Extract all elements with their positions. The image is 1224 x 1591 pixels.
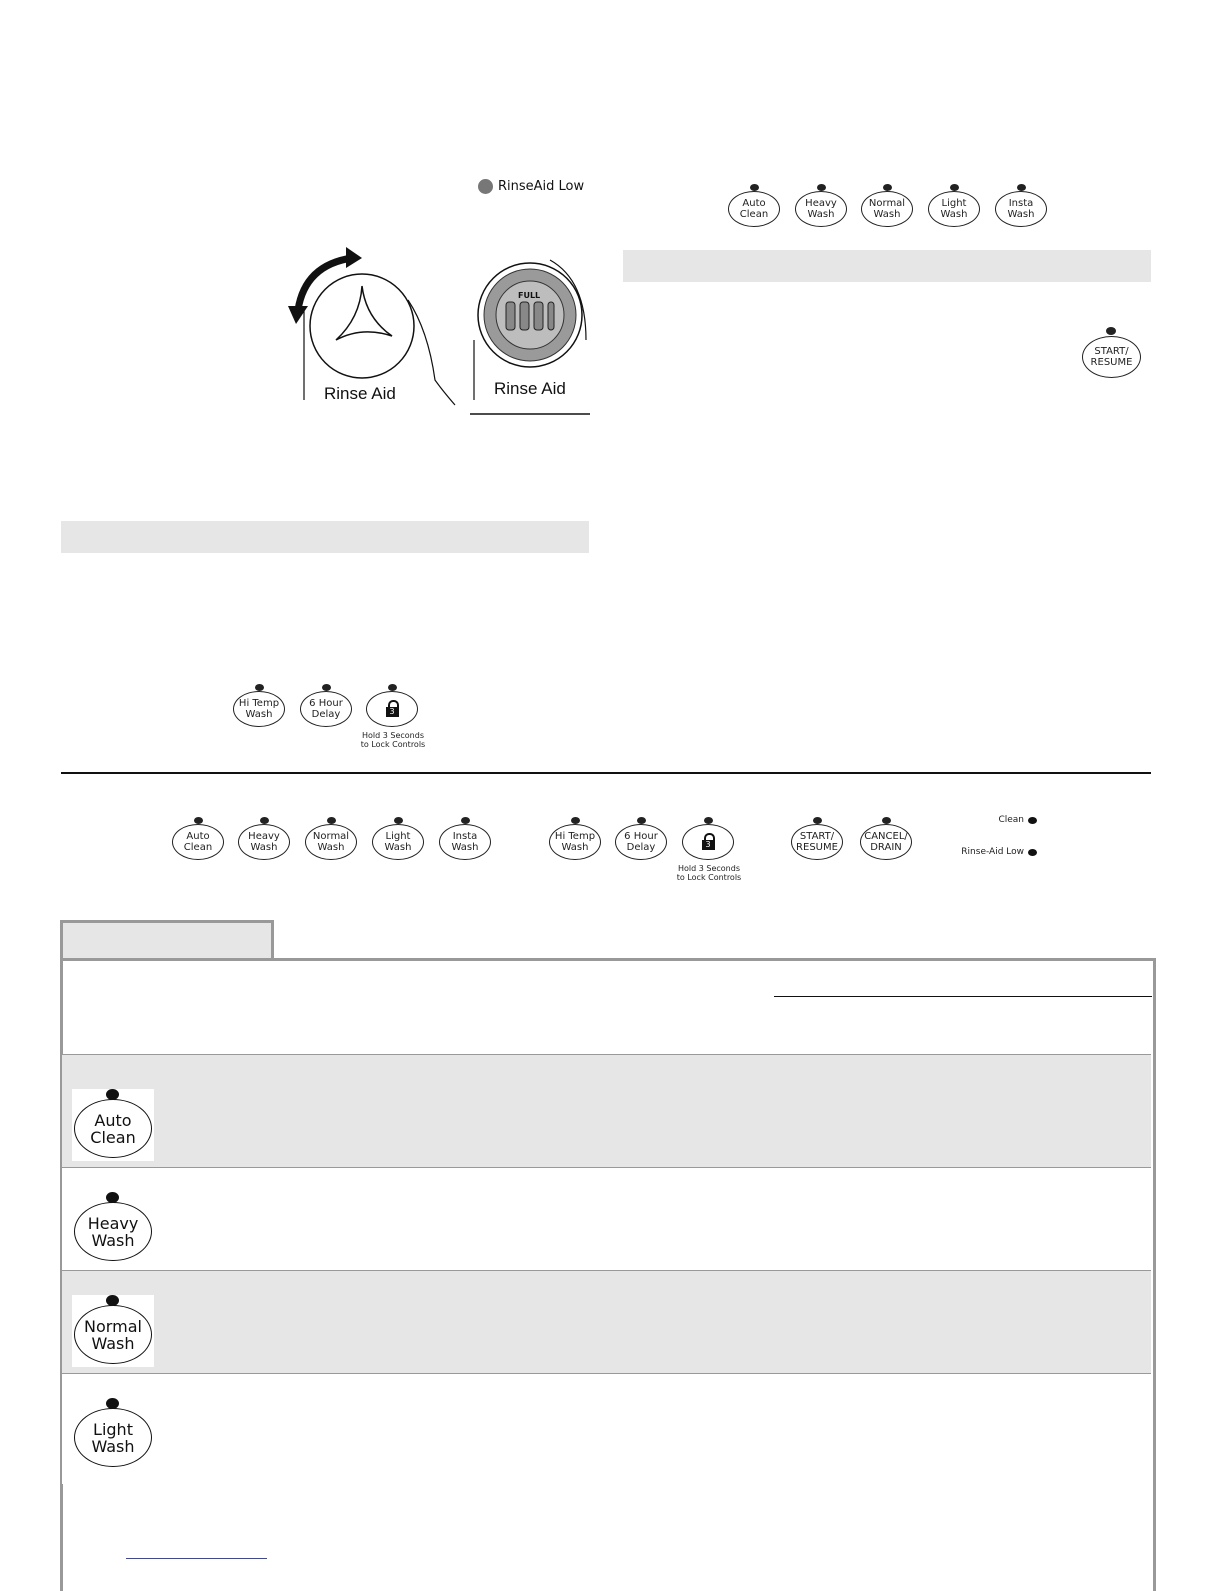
indicator-light	[571, 817, 580, 824]
panel-cycle-auto-clean[interactable]: Auto Clean	[172, 817, 224, 854]
table-row	[62, 1270, 1151, 1373]
indicator-light	[322, 684, 331, 691]
indicator-light	[260, 817, 269, 824]
table-icon-auto-clean: Auto Clean	[72, 1089, 154, 1161]
panel-cancel-drain-button[interactable]: CANCEL/ DRAIN	[860, 817, 912, 854]
table-row	[62, 1167, 1151, 1270]
indicator-light	[882, 817, 891, 824]
table-icon-normal-wash: Normal Wash	[72, 1295, 154, 1367]
cycle-button-normal-wash[interactable]: Normal Wash	[861, 184, 913, 221]
start-resume-button[interactable]: START/ RESUME	[1082, 327, 1142, 379]
indicator-light	[394, 817, 403, 824]
cycle-button-insta-wash[interactable]: Insta Wash	[995, 184, 1047, 221]
indicator-light	[883, 184, 892, 191]
rinse-aid-low-indicator-light	[1028, 849, 1037, 856]
indicator-light	[461, 817, 470, 824]
panel-start-resume-button[interactable]: START/ RESUME	[791, 817, 843, 854]
footer-link-underline[interactable]	[126, 1558, 267, 1559]
rinse-aid-low-indicator	[478, 178, 588, 196]
indicator-light	[817, 184, 826, 191]
rinse-aid-low-dot	[478, 179, 493, 194]
indicator-light	[194, 817, 203, 824]
lock-icon: 3	[386, 707, 399, 717]
indicator-light	[327, 817, 336, 824]
indicator-light	[1017, 184, 1026, 191]
clean-indicator-label: Clean	[998, 815, 1024, 825]
section-header-bar-right	[623, 250, 1151, 282]
section-divider	[61, 772, 1151, 774]
option-button-hi-temp-wash[interactable]: Hi Temp Wash	[233, 684, 285, 721]
indicator-light	[704, 817, 713, 824]
gauge-full-label: FULL	[518, 291, 541, 300]
table-row	[62, 1373, 1151, 1484]
lock-hold-caption: Hold 3 Seconds to Lock Controls	[360, 731, 426, 749]
cycle-button-auto-clean[interactable]: Auto Clean	[728, 184, 780, 221]
rinse-aid-label-left: Rinse Aid	[324, 384, 396, 403]
panel-option-hi-temp-wash[interactable]: Hi Temp Wash	[549, 817, 601, 854]
table-icon-heavy-wash: Heavy Wash	[72, 1192, 154, 1264]
table-icon-light-wash: Light Wash	[72, 1398, 154, 1470]
panel-cycle-insta-wash[interactable]: Insta Wash	[439, 817, 491, 854]
indicator-light	[637, 817, 646, 824]
indicator-light	[255, 684, 264, 691]
table-tab	[60, 920, 274, 961]
cycle-button-heavy-wash[interactable]: Heavy Wash	[795, 184, 847, 221]
table-header-rule	[774, 996, 1152, 997]
rinse-aid-low-label: RinseAid Low	[498, 179, 585, 194]
indicator-light	[813, 817, 822, 824]
indicator-light	[388, 684, 397, 691]
panel-cycle-light-wash[interactable]: Light Wash	[372, 817, 424, 854]
cycle-button-light-wash[interactable]: Light Wash	[928, 184, 980, 221]
table-row	[62, 1054, 1151, 1167]
panel-cycle-heavy-wash[interactable]: Heavy Wash	[238, 817, 290, 854]
section-header-bar-left	[61, 521, 589, 553]
indicator-light	[1106, 327, 1116, 335]
panel-cycle-normal-wash[interactable]: Normal Wash	[305, 817, 357, 854]
option-button-6-hour-delay[interactable]: 6 Hour Delay	[300, 684, 352, 721]
rinse-aid-label-right: Rinse Aid	[494, 379, 566, 398]
indicator-light	[950, 184, 959, 191]
rinse-aid-low-indicator-label: Rinse-Aid Low	[961, 847, 1024, 857]
panel-option-6-hour-delay[interactable]: 6 Hour Delay	[615, 817, 667, 854]
panel-lock-controls-button[interactable]	[682, 817, 734, 854]
lock-controls-button[interactable]	[366, 684, 418, 721]
indicator-light	[750, 184, 759, 191]
lock-icon: 3	[702, 840, 715, 850]
clean-indicator-light	[1028, 817, 1037, 824]
panel-lock-hold-caption: Hold 3 Seconds to Lock Controls	[676, 864, 742, 882]
